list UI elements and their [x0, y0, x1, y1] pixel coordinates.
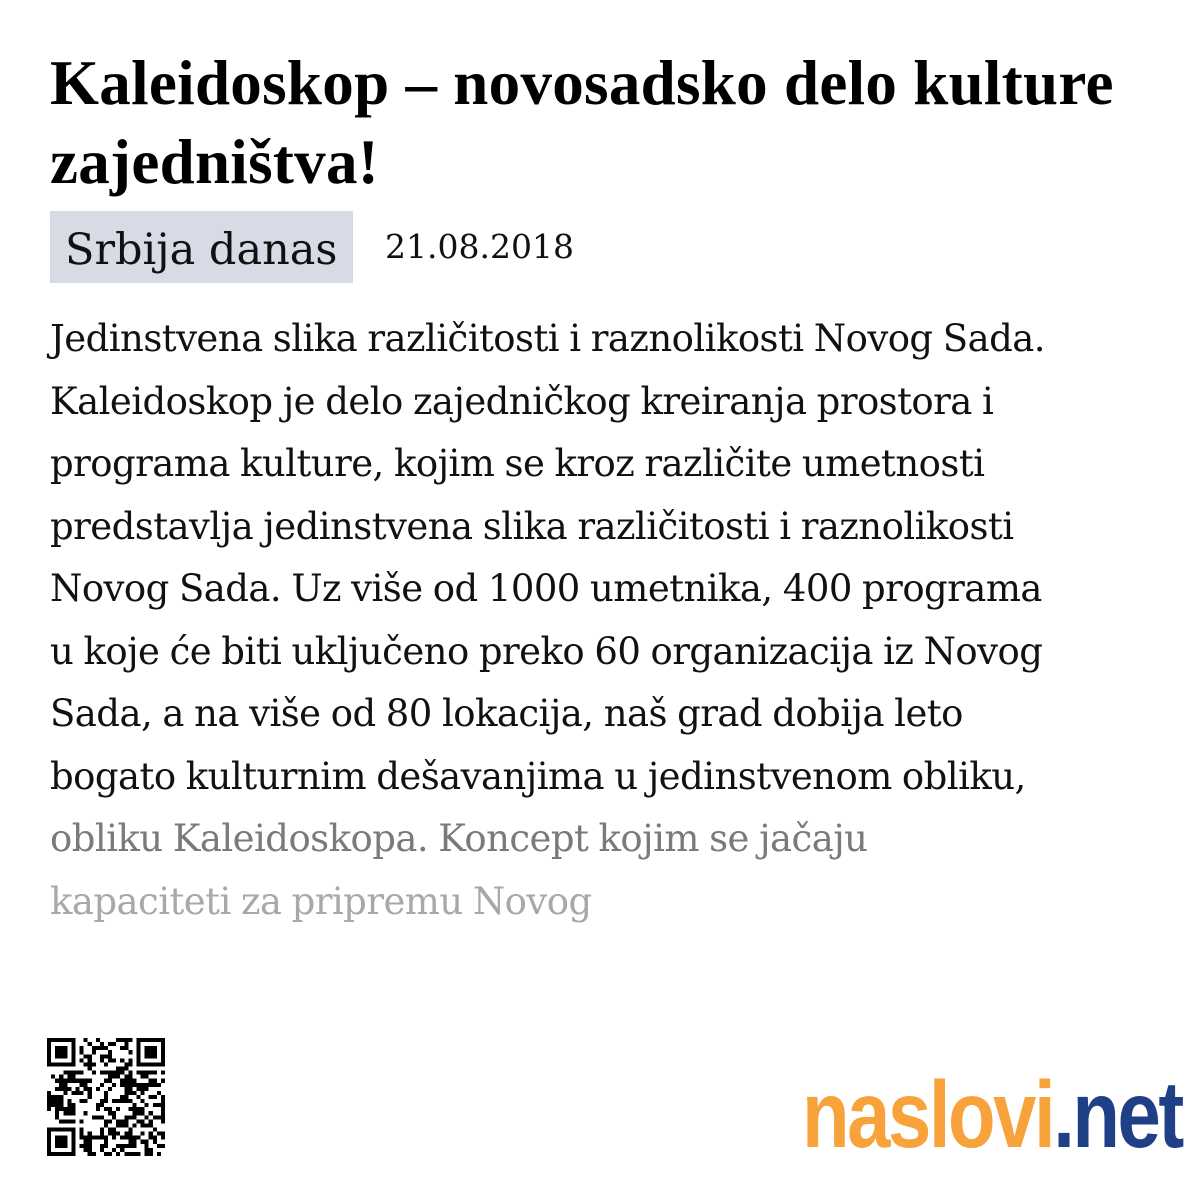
publish-date: 21.08.2018: [385, 227, 574, 266]
logo-part-net: .net: [1053, 1062, 1182, 1168]
excerpt-line: predstavlja jedinstvena slika različitosti i raznolikosti: [50, 504, 1014, 548]
site-logo[interactable]: [802, 1060, 1182, 1170]
excerpt-line-fading: obliku Kaleidoskopa. Koncept kojim se jačaju: [50, 817, 868, 860]
logo-part-naslovi: naslovi: [802, 1062, 1054, 1168]
qr-code-icon[interactable]: [47, 1038, 165, 1156]
excerpt-line: Novog Sada. Uz više od 1000 umetnika, 400 programa: [50, 567, 1042, 610]
excerpt-line-faded: kapaciteti za pripremu Novog: [50, 879, 592, 923]
excerpt-line: programa kulture, kojim se kroz različite umetnosti: [50, 442, 985, 485]
article-title: Kaleidoskop – novosadsko delo kulture zajedništva!: [50, 48, 1114, 197]
excerpt-line: bogato kulturnim dešavanjima u jedinstvenom obliku,: [50, 754, 1026, 798]
excerpt-line: Jedinstvena slika različitosti i raznolikosti Novog Sada.: [50, 317, 1045, 360]
excerpt-line: u koje će biti uključeno preko 60 organizacija iz Novog: [50, 629, 1043, 673]
excerpt-line: Kaleidoskop je delo zajedničkog kreiranja prostora i: [50, 379, 994, 423]
excerpt-line: Sada, a na više od 80 lokacija, naš grad dobija leto: [50, 692, 963, 735]
article-excerpt: [50, 308, 1160, 933]
source-badge[interactable]: Srbija danas: [50, 211, 353, 283]
